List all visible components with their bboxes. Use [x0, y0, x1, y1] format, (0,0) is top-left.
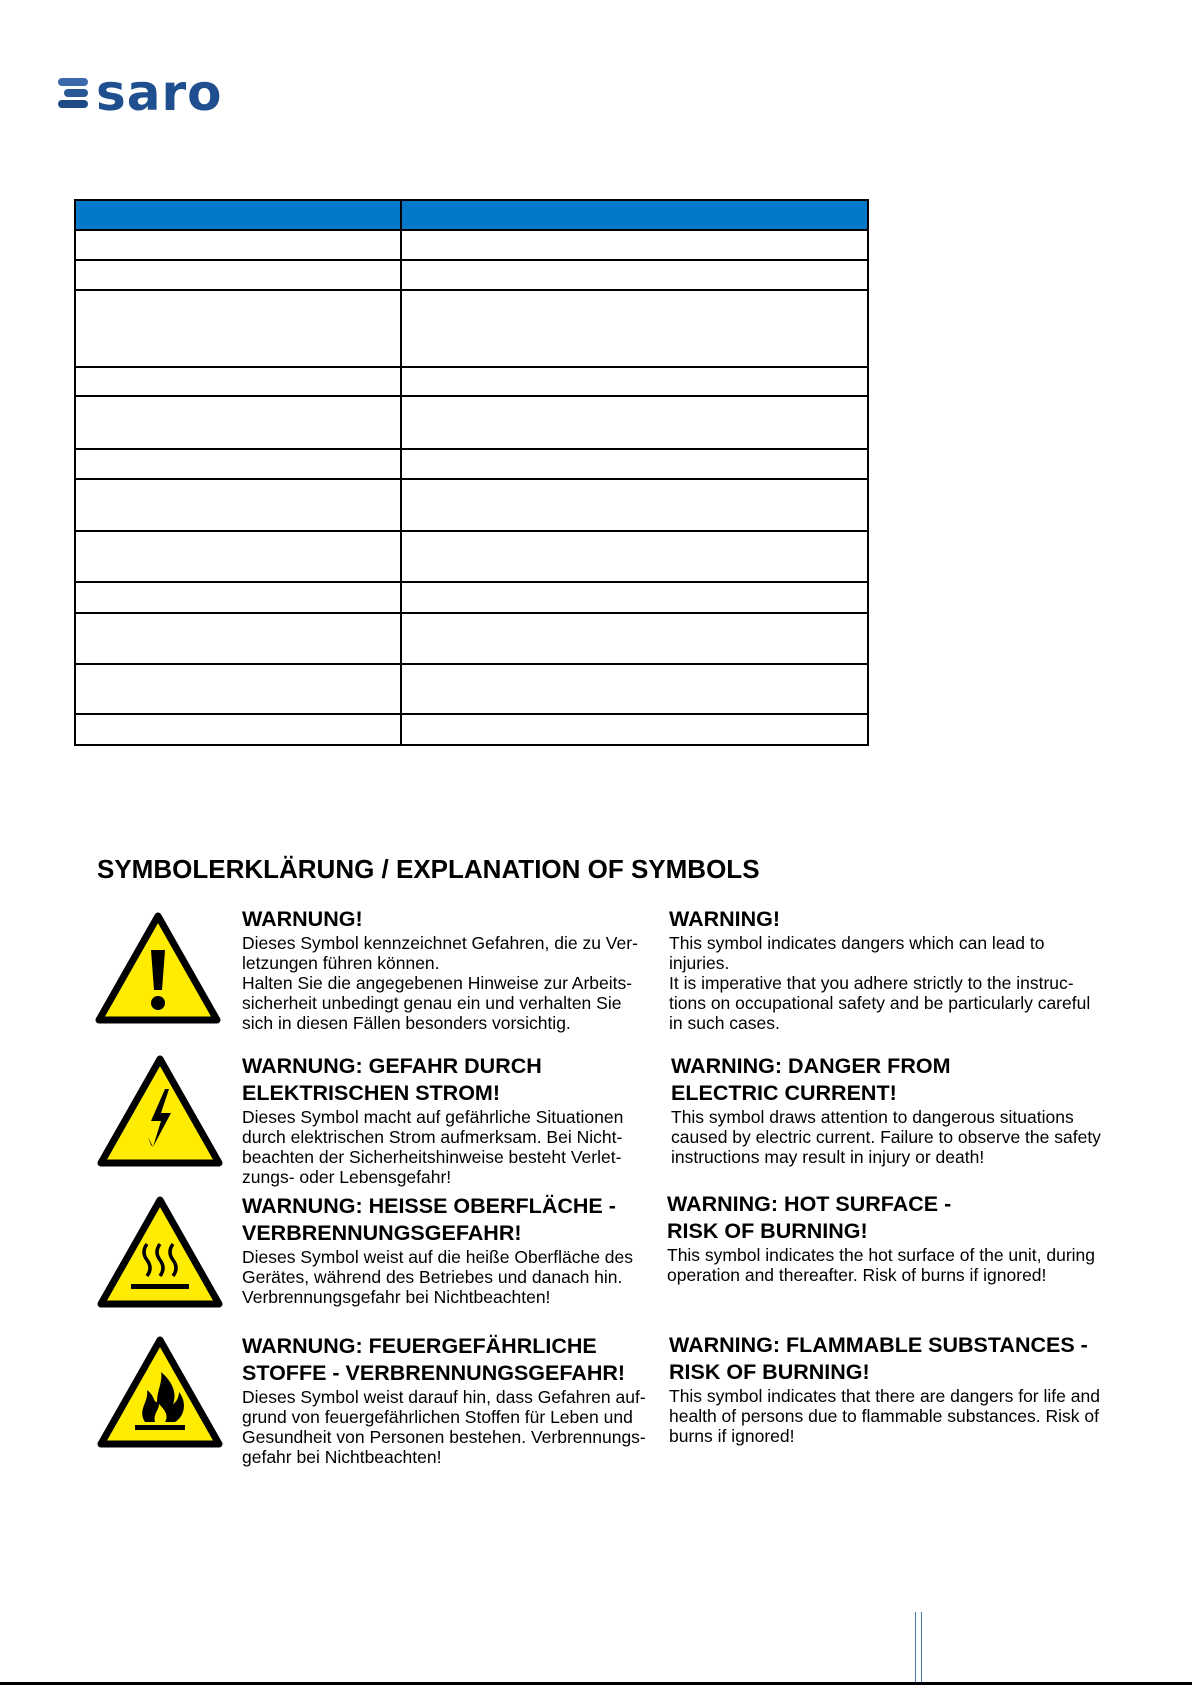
flammable-de-block [242, 1333, 662, 1467]
table-row [75, 230, 868, 260]
table-cell-label [75, 531, 401, 582]
table-cell-value [401, 260, 868, 290]
table-cell-value [401, 479, 868, 531]
table-cell-label [75, 260, 401, 290]
table-cell-value [401, 714, 868, 745]
table-row [75, 613, 868, 664]
hot-surface-en-title: WARNING: HOT SURFACE - RISK OF BURNING! [667, 1192, 952, 1243]
table-cell-value [401, 664, 868, 714]
table-cell-label [75, 582, 401, 613]
table-row [75, 260, 868, 290]
warning-exclamation-icon [95, 912, 221, 1024]
table-row [75, 664, 868, 714]
table-cell-value [401, 290, 868, 367]
electric-de-text: Dieses Symbol macht auf gefährliche Situationen durch elektrischen Strom aufmerksam. Bei Nicht- beachten der Sicherheitshinweise besteht Verlet- zungs- oder Lebensgefahr! [242, 1107, 624, 1187]
table-cell-label [75, 613, 401, 664]
warning-de-block [242, 906, 662, 1033]
warning-de-title: WARNUNG! [242, 907, 363, 931]
table-cell-label [75, 230, 401, 260]
table-cell-value [401, 396, 868, 449]
table-cell-label [75, 664, 401, 714]
electric-en-text: This symbol draws attention to dangerous situations caused by electric current. Failure to observe the safety instructions may result in injury or death! [671, 1107, 1101, 1167]
table-cell-value [401, 230, 868, 260]
hot-surface-de-title: WARNUNG: HEISSE OBERFLÄCHE - VERBRENNUNGSGEFAHR! [242, 1194, 616, 1245]
table-cell-label [75, 396, 401, 449]
table-cell-label [75, 714, 401, 745]
electric-en-block [671, 1053, 1131, 1167]
flammable-en-block [669, 1332, 1129, 1446]
electric-de-block [242, 1053, 662, 1187]
hot-surface-de-text: Dieses Symbol weist auf die heiße Oberfläche des Gerätes, während des Betriebes und danach hin. Verbrennungsgefahr bei Nichtbeachten! [242, 1247, 634, 1307]
table-row [75, 449, 868, 479]
table-cell-value [401, 367, 868, 396]
table-row [75, 367, 868, 396]
table-row [75, 582, 868, 613]
table-row [75, 396, 868, 449]
hot-surface-en-text: This symbol indicates the hot surface of the unit, during operation and thereafter. Risk of burns if ignored! [667, 1245, 1096, 1285]
flammable-en-text: This symbol indicates that there are dangers for life and health of persons due to flammable substances. Risk of burns if ignored! [669, 1386, 1100, 1446]
brand-logo [58, 64, 223, 122]
electric-en-title: WARNING: DANGER FROM ELECTRIC CURRENT! [671, 1054, 951, 1105]
table-cell-label [75, 367, 401, 396]
hot-surface-en-block [667, 1191, 1127, 1285]
table-cell-value [401, 582, 868, 613]
flammable-de-title: WARNUNG: FEUERGEFÄHRLICHE STOFFE - VERBRENNUNGSGEFAHR! [242, 1334, 626, 1385]
table-cell-value [401, 531, 868, 582]
table-row [75, 479, 868, 531]
table-row [75, 714, 868, 745]
table-row [75, 290, 868, 367]
symbols-section-title: SYMBOLERKLÄRUNG / EXPLANATION OF SYMBOLS [97, 854, 760, 884]
brand-name: saro [96, 64, 223, 122]
page-marker [915, 1612, 922, 1682]
table-cell-value [401, 449, 868, 479]
spec-table [74, 199, 869, 746]
hot-surface-de-block [242, 1193, 662, 1307]
table-cell-label [75, 449, 401, 479]
flammable-icon [97, 1336, 223, 1448]
table-header-row [75, 200, 868, 230]
warning-en-title: WARNING! [669, 907, 781, 931]
table-row [75, 531, 868, 582]
hot-surface-icon [97, 1196, 223, 1308]
electric-hazard-icon [97, 1055, 223, 1167]
electric-de-title: WARNUNG: GEFAHR DURCH ELEKTRISCHEN STROM! [242, 1054, 542, 1105]
flammable-de-text: Dieses Symbol weist darauf hin, dass Gefahren auf- grund von feuergefährlichen Stoffen für Leben und Gesundheit von Personen bestehen. Verbrennungs- gefahr bei Nichtbeachten! [242, 1387, 646, 1467]
table-cell-value [401, 613, 868, 664]
flammable-en-title: WARNING: FLAMMABLE SUBSTANCES - RISK OF BURNING! [669, 1333, 1088, 1384]
warning-de-text: Dieses Symbol kennzeichnet Gefahren, die zu Ver- letzungen führen können. Halten Sie die angegebenen Hinweise zur Arbeits- sicherheit unbedingt genau ein und verhalten Sie sich in diesen Fällen besonders vorsichtig. [242, 933, 638, 1033]
logo-mark-icon [58, 72, 94, 114]
warning-en-text: This symbol indicates dangers which can lead to injuries. It is imperative that you adhere strictly to the instruc- tions on occupational safety and be particularly careful in such cases. [669, 933, 1091, 1033]
warning-en-block [669, 906, 1129, 1033]
table-cell-label [75, 290, 401, 367]
table-cell-label [75, 479, 401, 531]
